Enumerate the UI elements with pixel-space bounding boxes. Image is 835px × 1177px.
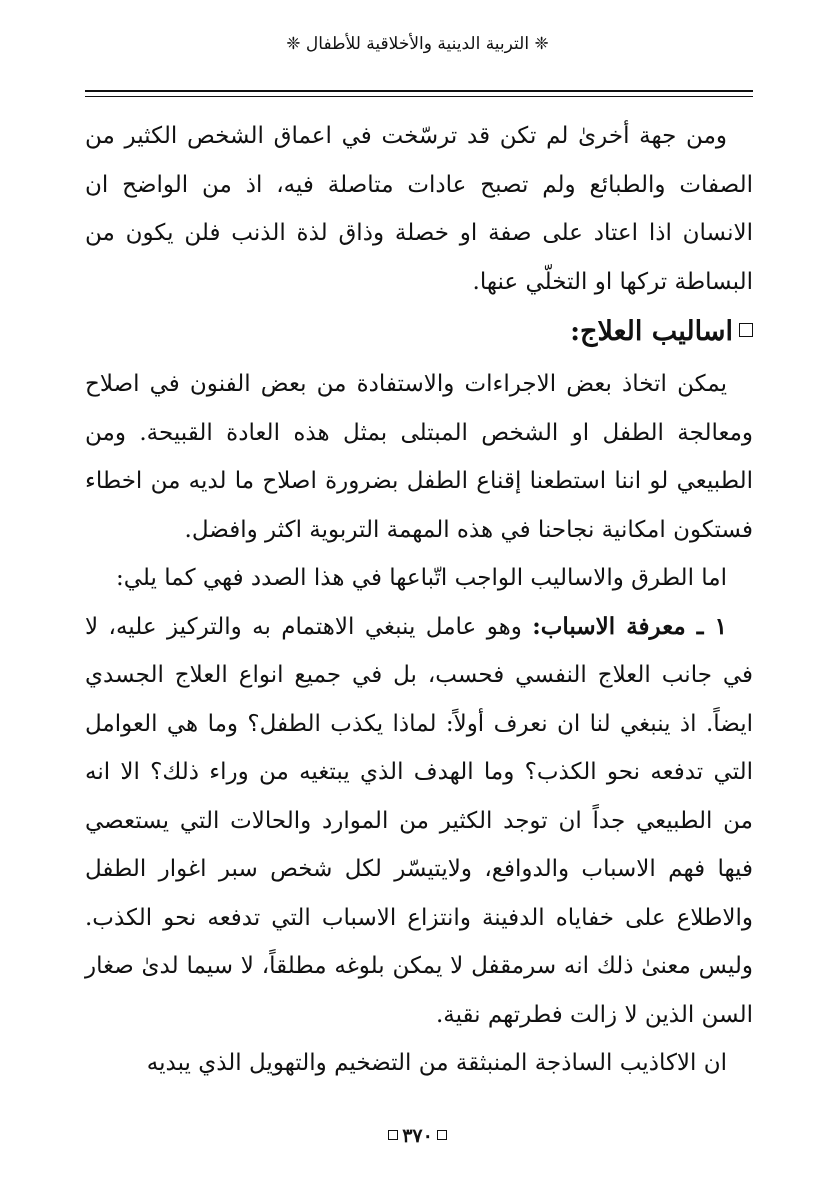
paragraph-2: يمكن اتخاذ بعض الاجراءات والاستفادة من بعض الفنون في اصلاح ومعالجة الطفل او الشخص المبتلى بمثل هذه العادة القبيحة. ومن الطبيعي لو اننا استطعنا إقناع الطفل بضرورة اصلاح ما لديه من اخطاء فستكون امكانية نجاحنا في هذه المهمة التربوية اكثر وافضل. xyxy=(85,371,753,543)
paragraph-1: ومن جهة أخرىٰ لم تكن قد ترسّخت في اعماق الشخص الكثير من الصفات والطبائع ولم تصبح عادات متاصلة فيه، اذ من الواضح ان الانسان اذا اعتاد على صفة او خصلة وذاق لذة الذنب فلن يكون من البساطة تركها او التخلّي عنها. xyxy=(85,123,753,295)
section-heading xyxy=(85,308,753,356)
header-rule-thin xyxy=(85,96,753,97)
paragraph-4: ان الاكاذيب الساذجة المنبثقة من التضخيم والتهويل الذي يبديه xyxy=(146,1050,727,1076)
list-item-1-text: وهو عامل ينبغي الاهتمام به والتركيز عليه، لا في جانب العلاج النفسي فحسب، بل في جميع انواع العلاج الجسدي ايضاً. اذ ينبغي لنا ان نعرف أولاً: لماذا يكذب الطفل؟ وما هي العوامل التي تدفعه نحو الكذب؟ وما الهدف الذي يبتغيه من وراء ذلك؟ الا انه من الطبيعي جداً ان توجد الكثير من الموارد والحالات التي يستعصي فيها فهم الاسباب والدوافع، ولايتيسّر لكل شخص سبر اغوار الطفل والاطلاع على خفاياه الدفينة وانتزاع الاسباب التي تدفعه نحو الكذب. وليس معنىٰ ذلك انه سرمقفل لا يمكن بلوغه مطلقاً، لا سيما لدىٰ صغار السن الذين لا زالت فطرتهم نقية. xyxy=(85,613,753,1028)
section-heading-text: اساليب العلاج: xyxy=(570,316,733,347)
square-ornament-icon xyxy=(437,1130,447,1140)
header-rule-thick xyxy=(85,90,753,92)
list-item-1 xyxy=(85,603,753,1040)
list-item-1-term: ١ ـ معرفة الاسباب: xyxy=(532,612,727,640)
paragraph-3: اما الطرق والاساليب الواجب اتّباعها في هذا الصدد فهي كما يلي: xyxy=(116,565,727,591)
page-body xyxy=(85,112,753,1088)
square-ornament-icon xyxy=(388,1130,398,1140)
page-number xyxy=(0,1122,835,1150)
running-header: ❈ التربية الدينية والأخلاقية للأطفال ❈ xyxy=(286,34,549,54)
square-bullet-icon xyxy=(739,323,753,337)
page-number-text: ٣٧٠ xyxy=(402,1125,433,1147)
